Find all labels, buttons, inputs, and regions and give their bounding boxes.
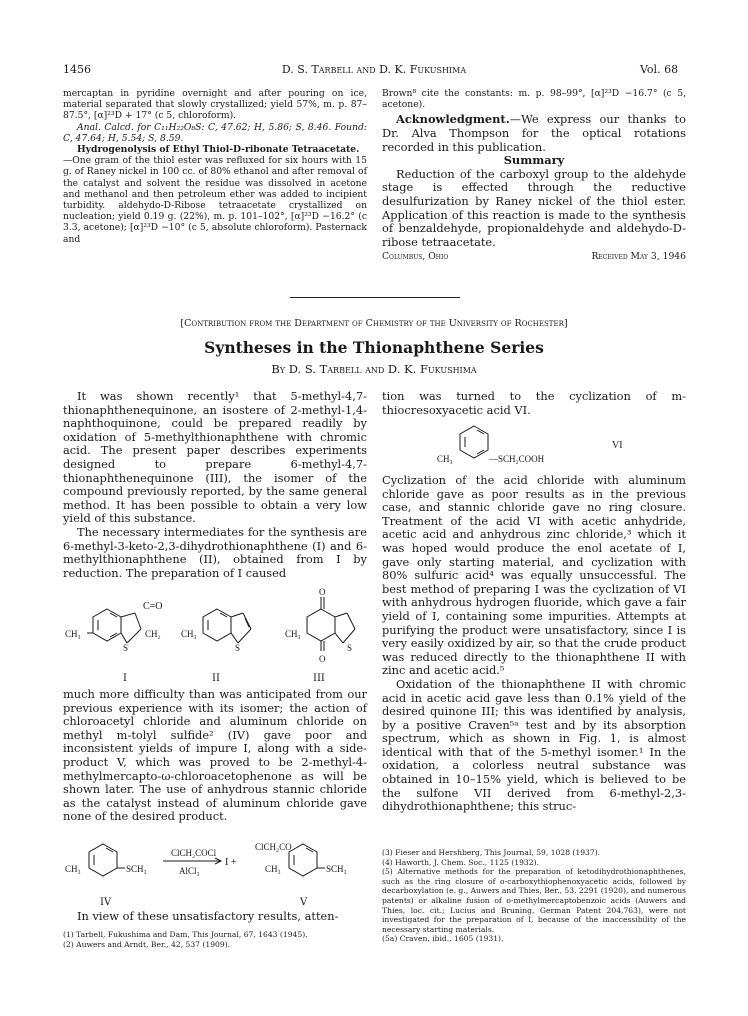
struct-i-ch2: CH₂: [145, 629, 161, 639]
footnote-1: (1) Tarbell, Fukushima and Dam, This Journal, 67, 1643 (1945).: [63, 930, 308, 939]
footnote-5a: (5a) Craven, ibid., 1605 (1931).: [382, 934, 504, 944]
prev-para-1: mercaptan in pyridine overnight and after pouring on ice, material separated that slowly crystallized; yield 57%, m. p. 87–87.5°, [α]²³D + 17° (c 5, chloroform).: [63, 88, 367, 122]
structure-vi-svg: [382, 422, 686, 472]
separator-rule: [290, 297, 460, 298]
struct-iv-sch3: SCH₃: [126, 864, 147, 874]
reagent-alcl3: AlCl₃: [179, 866, 200, 876]
contribution-line: [Contribution from the Department of Chemistry of the University of Rochester]: [180, 318, 568, 329]
prev-anal: Anal. Calcd. for C₁₁H₂₂O₈S: C, 47.62; H, 5.86; S, 8.46. Found: C, 47.64; H, 5.54; S, 8.59.: [63, 121, 367, 144]
article-left-col-3: [63, 910, 367, 924]
struct-i-s: S: [123, 643, 129, 653]
struct-ii-ch3: CH₃: [181, 629, 197, 639]
struct-i-co: C=O: [143, 601, 163, 612]
prev-article-right: [382, 88, 686, 265]
article-right-col: [382, 390, 686, 417]
volume: Vol. 68: [640, 63, 679, 76]
acknowledgment: [382, 113, 686, 154]
struct-vi-sch2cooh: —SCH₂COOH: [489, 454, 545, 464]
intro-paragraph: It was shown recently¹ that 5-methyl-4,7-thionaphthenequinone, an isostere of 2-methyl-1,4-naphthoquinone, could be prepared readily by oxidation of 5-methylthionaphthene with chromic acid. The present paper describes experiments designed to prepare 6-methyl-4,7-thionaphthenequinone (III), the isomer of the compound previously reported, by the same general method. It has been possible to obtain a very low yield of this substance.: [63, 389, 367, 526]
structures-iv-v-svg: [63, 838, 367, 898]
label-i: I: [123, 673, 127, 684]
ack-text: —We express our thanks to Dr. Alva Thompson for the optical rotations recorded in this publication.: [382, 112, 686, 154]
label-iii: III: [313, 673, 325, 684]
label-vi: VI: [612, 440, 623, 451]
prev-subheading: Hydrogenolysis of Ethyl Thiol-D-ribonate Tetraacetate.: [77, 144, 360, 156]
struct-iv-ch3: CH₃: [65, 864, 81, 874]
struct-v-clch2co: ClCH₂CO: [255, 842, 292, 852]
oxidation-paragraph: Oxidation of the thionaphthene II with chromic acid in acetic acid gave less than 0.1% yield of the desired quinone III; this was identified by analysis, by a positive Craven⁵ᵃ test and by its absorption spectrum, which as shown in Fig. 1, is almost identical with that of the 5-methyl isomer.¹ In the oxidation, a colorless neutral substance was obtained in 10–15% yield, which is believed to be the sulfone VII derived from 6-methyl-2,3-dihydrothionaphthene; this struc-: [382, 676, 686, 814]
structures-iv-v: [63, 838, 367, 898]
struct-i-ch3: CH₃: [65, 629, 81, 639]
struct-iii-o-top: O: [319, 587, 326, 597]
difficulty-paragraph: much more difficulty than was anticipated from our previous experience with its isomer; the action of chloroacetyl chloride and aluminum chloride on methyl m-tolyl sulfide² (IV) gave poor and inconsistent yields of impure I, along with a side-product V, which was proved to be 2-methyl-4-methylmercapto-ω-chloroacetophenone as will be shown later. The use of anhydrous stannic chloride as the catalyst instead of aluminum chloride gave none of the desired product.: [63, 687, 367, 824]
sign-off: [382, 251, 686, 265]
structures-i-ii-iii-svg: [63, 585, 367, 665]
label-iv: IV: [100, 897, 112, 908]
struct-vi-ch3: CH₃: [437, 454, 453, 464]
struct-v-sch3: SCH₃: [326, 864, 347, 874]
struct-iii-s: S: [347, 643, 353, 653]
structure-vi: [382, 422, 686, 472]
byline: By D. S. Tarbell and D. K. Fukushima: [271, 362, 477, 376]
intermediates-paragraph: The necessary intermediates for the synthesis are 6-methyl-3-keto-2,3-dihydrothionaphthene (I) and 6-methylthionaphthene (II), obtained from I by reduction. The preparation of I caused: [63, 524, 367, 580]
struct-v-ch3: CH₃: [265, 864, 281, 874]
prev-para-2: —One gram of the thiol ester was refluxed for six hours with 15 g. of Raney nickel in 100 cc. of 80% ethanol and after removal of the catalyst and solvent the residue was dissolved in acetone and methanol and then petroleum ether was added to incipient turbidity. aldehydo-D-Ribose tetraacetate crystallized on nucleation; yield 0.19 g. (22%), m. p. 101–102°, [α]²³D −16.2° (c 3.3, acetone); [α]²³D −10° (c 5, absolute chloroform). Pasternack and: [63, 155, 367, 245]
footnote-4: (4) Haworth, J. Chem. Soc., 1125 (1932).: [382, 857, 539, 867]
footnote-5: (5) Alternative methods for the preparation of ketodihydrothionaphthenes, such as the ring closure of o-carboxythiophenoxyacetic acids, followed by decarboxylation (e. g., Auwers and Thies, Ber., 53, 2291 (1920), and numerous patents) or alkaline fusion of o-methylmercaptobenzoic acids (Auwers and Thies, loc. cit.; Lucius and Bruning, German Patent 204,763), were not investigated for the preparation of I, because of the inaccessibility of the necessary starting materials.: [382, 867, 686, 934]
cyclization-paragraph: Cyclization of the acid chloride with aluminum chloride gave as poor results as in the previous case, and stannic chloride gave no ring closure. Treatment of the acid VI with acetic anhydride, acetic acid and anhydrous zinc chloride,³ which it was hoped would produce the enol acetate of I, gave only starting material, and cyclization with 80% sulfuric acid⁴ was equally unsuccessful. The best method of preparing I was the cyclization of VI with anhydrous hydrogen fluoride, which gave a fair yield of I, containing some impurities. Attempts at purifying the product were unsatisfactory, since I is very easily oxidized by air, so that the crude product was reduced directly to the thionaphthene II with zinc and acetic acid.⁵: [382, 473, 686, 678]
cyclization-intro: tion was turned to the cyclization of m-thiocresoxyacetic acid VI.: [382, 389, 686, 417]
page-number: 1456: [63, 63, 91, 76]
footnote-3: (3) Fieser and Hershberg, This Journal, 59, 1028 (1937).: [382, 848, 601, 857]
summary-text: Reduction of the carboxyl group to the aldehyde stage is effected through the reductive desulfurization by Raney nickel of the thiol ester. Application of this reaction is made to the synthesis of benzaldehyde, propionaldehyde and aldehydo-D-ribose tetraacetate.: [382, 166, 686, 249]
product-i-plus: I +: [225, 857, 237, 868]
struct-ii-s: S: [235, 643, 241, 653]
article-left-col-2: [63, 688, 367, 824]
label-ii: II: [212, 673, 220, 684]
summary-heading: Summary: [503, 153, 565, 168]
prev-article-left: [63, 88, 367, 245]
running-title: D. S. Tarbell and D. K. Fukushima: [281, 63, 467, 76]
left-footnotes: [63, 930, 367, 949]
received-date: Received May 3, 1946: [591, 251, 686, 263]
article-right-col-2: [382, 474, 686, 814]
article-left-col: [63, 390, 367, 580]
prev-right-top: Brown⁸ cite the constants: m. p. 98–99°, [α]²³D −16.7° (c 5, acetone).: [382, 88, 686, 111]
unsatisfactory-paragraph: In view of these unsatisfactory results, atten-: [77, 909, 339, 923]
footnote-2: (2) Auwers and Arndt, Ber., 42, 537 (1909).: [63, 939, 231, 949]
location: Columbus, Ohio: [382, 251, 449, 263]
ack-heading: Acknowledgment.: [396, 112, 510, 127]
article-title: Syntheses in the Thionaphthene Series: [204, 338, 544, 357]
right-footnotes: [382, 848, 686, 944]
struct-iii-ch3: CH₃: [285, 629, 301, 639]
structures-i-ii-iii: [63, 585, 367, 665]
label-v: V: [300, 897, 308, 908]
reagent-clch2cocl: ClCH₂COCl: [171, 848, 217, 858]
struct-iii-o-bottom: O: [319, 654, 326, 664]
